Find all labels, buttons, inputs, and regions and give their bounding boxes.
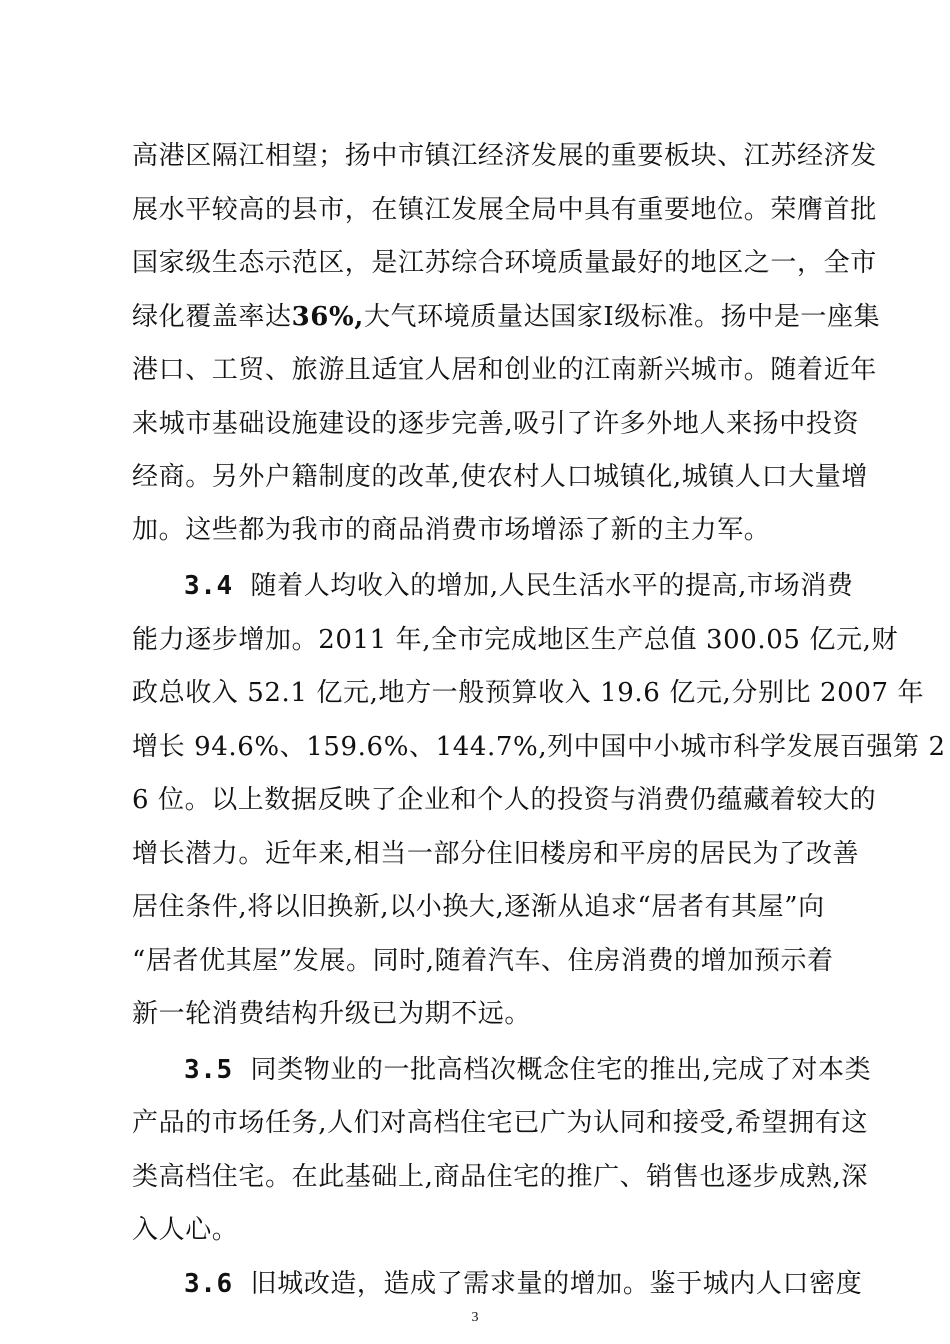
text-line: 增长潜力。近年来,相当一部分住旧楼房和平房的居民为了改善	[132, 839, 860, 869]
text-line: 新一轮消费结构升级已为期不远。	[132, 999, 532, 1029]
text-line: 入人心。	[132, 1215, 239, 1245]
text-fragment: 旧城改造，造成了需求量的增加。鉴于城内人口密度	[250, 1269, 863, 1299]
section-number: 3.6	[184, 1269, 233, 1299]
section-3-4-first-line	[184, 568, 853, 604]
text-fragment: 大气环境质量达国家Ⅰ级标准。扬中是一座集	[363, 302, 881, 332]
section-number: 3.5	[184, 1055, 233, 1085]
text-line: 能力逐步增加。2011 年,全市完成地区生产总值 300.05 亿元,财	[132, 625, 899, 655]
text-line: 类高档住宅。在此基础上,商品住宅的推广、销售也逐步成熟,深	[132, 1162, 868, 1192]
coverage-value: 36%,	[291, 302, 364, 332]
text-fragment: 随着人均收入的增加,人民生活水平的提高,市场消费	[250, 571, 854, 601]
text-line: “居者优其屋”发展。同时,随着汽车、住房消费的增加预示着	[132, 946, 834, 976]
section-3-6-first-line	[184, 1266, 862, 1302]
text-line: 港口、工贸、旅游且适宜人居和创业的江南新兴城市。随着近年	[132, 355, 877, 385]
text-line: 高港区隔江相望；扬中市镇江经济发展的重要板块、江苏经济发	[132, 141, 877, 171]
section-number: 3.4	[184, 571, 233, 601]
text-line: 加。这些都为我市的商品消费市场增添了新的主力军。	[132, 515, 771, 545]
text-fragment: 同类物业的一批高档次概念住宅的推出,完成了对本类	[250, 1055, 872, 1085]
text-line	[132, 299, 880, 335]
text-line: 国家级生态示范区，是江苏综合环境质量最好的地区之一，全市	[132, 248, 877, 278]
text-line: 展水平较高的县市，在镇江发展全局中具有重要地位。荣膺首批	[132, 195, 877, 225]
text-fragment: 绿化覆盖率达	[132, 302, 292, 332]
text-line: 增长 94.6%、159.6%、144.7%,列中国中小城市科学发展百强第 2	[132, 732, 946, 762]
section-3-5-first-line	[184, 1052, 871, 1088]
text-line: 居住条件,将以旧换新,以小换大,逐渐从追求“居者有其屋”向	[132, 892, 825, 922]
text-line: 经商。另外户籍制度的改革,使农村人口城镇化,城镇人口大量增	[132, 462, 868, 492]
text-line: 来城市基础设施建设的逐步完善,吸引了许多外地人来扬中投资	[132, 409, 860, 439]
text-line: 6 位。以上数据反映了企业和个人的投资与消费仍蕴藏着较大的	[132, 785, 877, 815]
page-number: 3	[471, 1310, 479, 1325]
text-line: 政总收入 52.1 亿元,地方一般预算收入 19.6 亿元,分别比 2007 年	[132, 678, 925, 708]
text-line: 产品的市场任务,人们对高档住宅已广为认同和接受,希望拥有这	[132, 1108, 868, 1138]
